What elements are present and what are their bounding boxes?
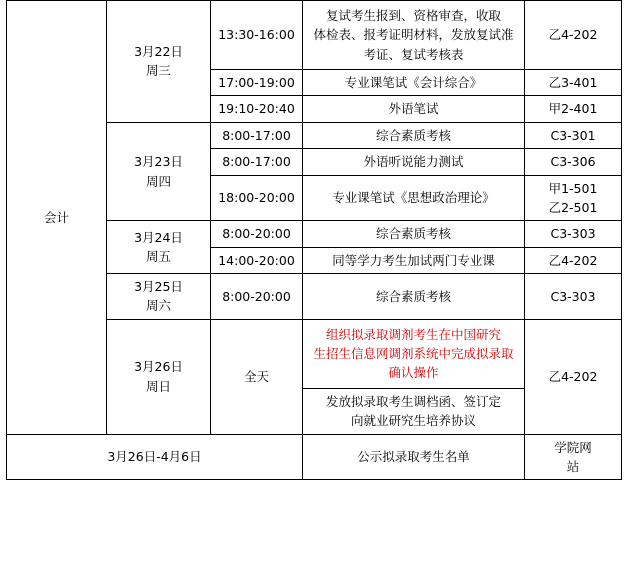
- time-cell: 全天: [211, 319, 303, 434]
- weekday-line: 周六: [145, 298, 171, 314]
- content-cell: [303, 319, 525, 388]
- time-cell: 17:00-19:00: [211, 70, 303, 96]
- time-cell: 8:00-17:00: [211, 149, 303, 175]
- content-line: 向就业研究生培养协议: [350, 413, 476, 429]
- time-cell: 18:00-20:00: [211, 175, 303, 221]
- place-cell: 乙3-401: [525, 70, 622, 96]
- date-cell: [107, 274, 211, 320]
- place-cell: C3-306: [525, 149, 622, 175]
- content-cell: [303, 388, 525, 434]
- date-cell: [107, 122, 211, 221]
- place-cell: 甲2-401: [525, 96, 622, 122]
- place-cell: 乙4-202: [525, 1, 622, 70]
- content-cell: 专业课笔试《会计综合》: [303, 70, 525, 96]
- major-cell: 会计: [7, 1, 107, 435]
- table-row: [7, 1, 622, 70]
- interview-schedule-table: [6, 0, 622, 480]
- content-line: 确认操作: [388, 365, 439, 381]
- content-line: 复试考生报到、资格审查，收取: [325, 7, 501, 23]
- content-cell: [303, 1, 525, 70]
- time-cell: 8:00-20:00: [211, 221, 303, 247]
- content-cell: 综合素质考核: [303, 122, 525, 148]
- date-range-cell: 3月26日-4月6日: [7, 434, 303, 480]
- content-cell: 专业课笔试《思想政治理论》: [303, 175, 525, 221]
- content-cell: 综合素质考核: [303, 274, 525, 320]
- place-cell: 乙4-202: [525, 247, 622, 273]
- date-line: 3月25日: [134, 279, 183, 294]
- content-line: 体检表、报考证明材料，发放复试准: [313, 27, 514, 43]
- content-line: 发放拟录取考生调档函、签订定: [325, 393, 501, 409]
- place-cell: [525, 175, 622, 221]
- date-cell: [107, 1, 211, 123]
- place-line: 甲1-501: [548, 180, 598, 196]
- date-cell: [107, 221, 211, 274]
- place-line: 站: [566, 458, 580, 474]
- content-line: 考证、复试考核表: [363, 46, 464, 62]
- content-line: 生招生信息网调剂系统中完成拟录取: [313, 346, 514, 362]
- place-cell: C3-303: [525, 221, 622, 247]
- content-cell: 外语听说能力测试: [303, 149, 525, 175]
- time-cell: 19:10-20:40: [211, 96, 303, 122]
- place-cell: 乙4-202: [525, 319, 622, 434]
- date-line: 3月23日: [134, 154, 183, 170]
- weekday-line: 周五: [145, 249, 171, 265]
- time-cell: 13:30-16:00: [211, 1, 303, 70]
- place-cell: C3-301: [525, 122, 622, 148]
- date-line: 3月24日: [134, 229, 183, 245]
- content-line: 组织拟录取调剂考生在中国研究: [325, 326, 501, 342]
- content-cell: 综合素质考核: [303, 221, 525, 247]
- date-line: 3月26日: [134, 359, 183, 375]
- time-cell: 8:00-20:00: [211, 274, 303, 320]
- place-line: 学院网: [554, 439, 592, 455]
- time-cell: 14:00-20:00: [211, 247, 303, 273]
- time-cell: 8:00-17:00: [211, 122, 303, 148]
- content-cell: 外语笔试: [303, 96, 525, 122]
- place-line: 乙2-501: [548, 199, 598, 215]
- place-cell: C3-303: [525, 274, 622, 320]
- date-line: 3月22日: [134, 44, 183, 59]
- content-cell: 公示拟录取考生名单: [303, 434, 525, 480]
- weekday-line: 周三: [145, 63, 171, 79]
- weekday-line: 周日: [145, 378, 171, 394]
- content-cell: 同等学力考生加试两门专业课: [303, 247, 525, 273]
- place-cell: [525, 434, 622, 480]
- table-row: [7, 434, 622, 480]
- weekday-line: 周四: [145, 173, 171, 189]
- date-cell: [107, 319, 211, 434]
